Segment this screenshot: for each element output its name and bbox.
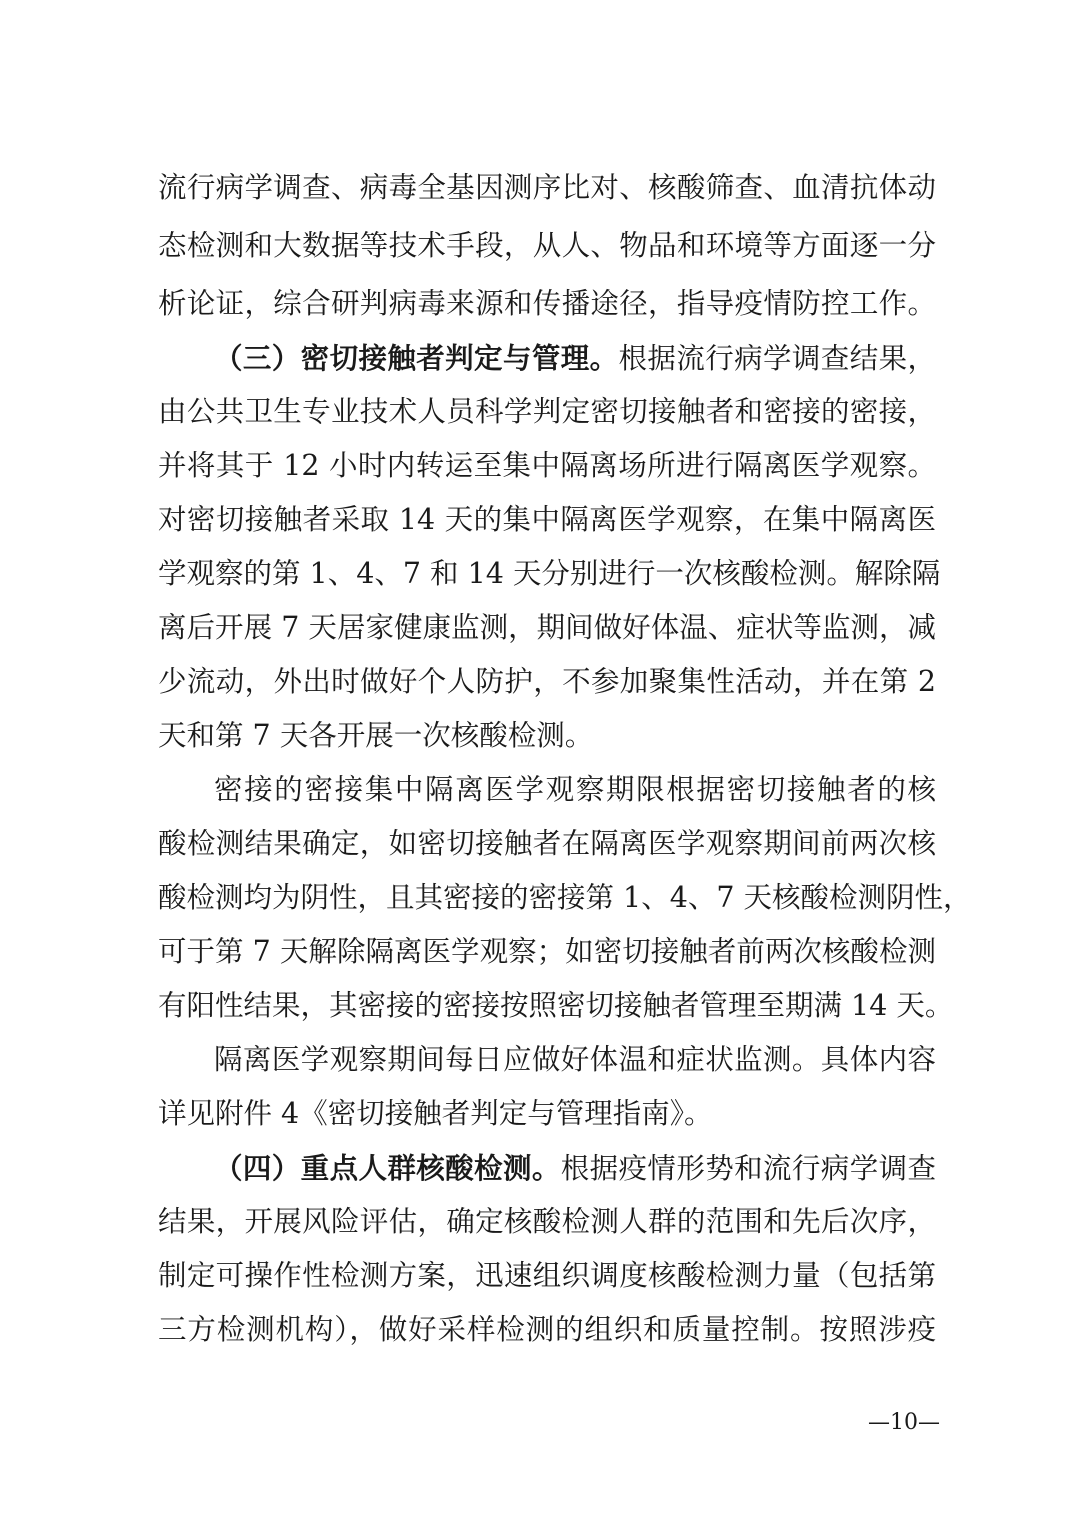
section-heading-4: （四）重点人群核酸检测。 (214, 1151, 561, 1185)
section-heading-3-text: 根据流行病学调查结果， (618, 342, 936, 375)
body-line-8: 学观察的第 1、4、7 和 14 天分别进行一次核酸检测。解除隔 (158, 557, 941, 590)
body-line-17: 隔离医学观察期间每日应做好体温和症状监测。具体内容 (214, 1043, 936, 1076)
body-line-5: 由公共卫生专业技术人员科学判定密切接触者和密接的密接， (158, 395, 936, 428)
body-line-1: 流行病学调查、病毒全基因测序比对、核酸筛查、血清抗体动 (158, 171, 936, 204)
body-line-3: 析论证，综合研判病毒来源和传播途径，指导疫情防控工作。 (158, 287, 936, 320)
body-line-20: 结果，开展风险评估，确定核酸检测人群的范围和先后次序， (158, 1205, 936, 1238)
page-number: —10— (868, 1410, 940, 1435)
body-line-10: 少流动，外出时做好个人防护，不参加聚集性活动，并在第 2 (158, 665, 936, 698)
section-heading-3: （三）密切接触者判定与管理。 (214, 341, 619, 375)
section-heading-line-3 (214, 338, 936, 378)
body-line-7: 对密切接触者采取 14 天的集中隔离医学观察，在集中隔离医 (158, 503, 936, 536)
section-heading-line-4 (214, 1148, 936, 1188)
body-line-21: 制定可操作性检测方案，迅速组织调度核酸检测力量（包括第 (158, 1259, 936, 1292)
body-line-13: 酸检测结果确定，如密切接触者在隔离医学观察期间前两次核 (158, 827, 936, 860)
body-line-2: 态检测和大数据等技术手段，从人、物品和环境等方面逐一分 (158, 229, 936, 262)
section-heading-4-text: 根据疫情形势和流行病学调查 (560, 1152, 936, 1185)
body-line-9: 离后开展 7 天居家健康监测，期间做好体温、症状等监测，减 (158, 611, 936, 644)
body-line-11: 天和第 7 天各开展一次核酸检测。 (158, 719, 594, 752)
body-line-16: 有阳性结果，其密接的密接按照密切接触者管理至期满 14 天。 (158, 989, 954, 1022)
body-line-22: 三方检测机构），做好采样检测的组织和质量控制。按照涉疫 (158, 1313, 936, 1346)
body-line-12: 密接的密接集中隔离医学观察期限根据密切接触者的核 (214, 773, 936, 806)
body-line-15: 可于第 7 天解除隔离医学观察；如密切接触者前两次核酸检测 (158, 935, 936, 968)
body-line-14: 酸检测均为阴性，且其密接的密接第 1、4、7 天核酸检测阴性， (158, 881, 972, 914)
body-line-18: 详见附件 4《密切接触者判定与管理指南》。 (158, 1097, 713, 1130)
body-line-6: 并将其于 12 小时内转运至集中隔离场所进行隔离医学观察。 (158, 449, 936, 482)
